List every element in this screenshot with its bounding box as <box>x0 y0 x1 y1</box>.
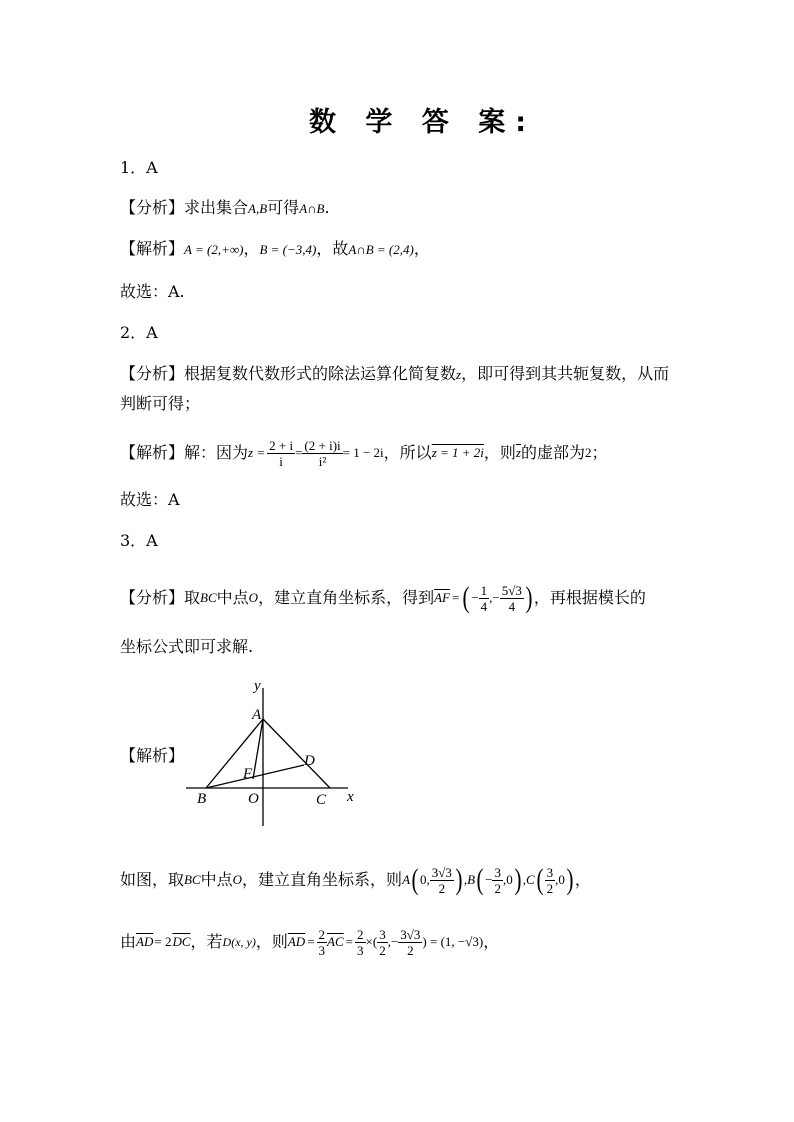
fraction: $\frac{2}{3}$ <box>318 926 326 958</box>
solution-tag: 【解析】 <box>120 239 185 258</box>
q2-solution: 【解析】 解：因为 z = $\frac{2 + i}{i}$ = $\frac{(2 + i)i}{\text{i²}}$ = 1 − 2i ，所以 z = 1 + 2i ，则 $\overline{z}$ 的虚部为 2 ； <box>120 437 608 469</box>
q3-number: 3．A <box>120 531 158 550</box>
q3-solution-line-b: 由 $\overline{AD}$ = 2 $\overline{DC}$ ，若 D(x, y) ，则 $\overline{AD}$ = $\frac{2}{3}$ $\overline{AC}$ = $\frac{2}{3}$ ×( $\frac{3}{2}$ ,− $\frac{3√3}{2}$ ) = (1, −√3) ， <box>120 926 500 958</box>
fraction: $\frac{1}{4}$ <box>480 582 488 614</box>
q3-solution-tag: 【解析】 <box>120 746 185 765</box>
analysis-tag: 【分析】 <box>120 198 185 217</box>
label-b: B <box>197 791 207 807</box>
q2-choice: 故选：A <box>120 490 180 509</box>
q2-analysis-line1: 【分析】根据复数代数形式的除法运算化简复数z，即可得到其共轭复数，从而 <box>120 364 670 383</box>
label-x: x <box>347 789 354 805</box>
q1-solution: 【解析】A = (2,+∞)，B = (−3,4)，故A∩B = (2,4)， <box>120 239 430 258</box>
page-title: 数 学 答 案: <box>309 107 536 138</box>
label-c: C <box>316 792 327 808</box>
fraction: $\frac{5√3}{4}$ <box>501 582 522 614</box>
label-y: y <box>254 678 261 694</box>
q1-choice: 故选：A. <box>120 282 185 301</box>
q1-analysis: 【分析】求出集合A,B可得A∩B. <box>120 198 330 217</box>
label-a: A <box>252 707 262 723</box>
label-o: O <box>248 791 259 807</box>
q3-analysis-line1: 【分析】 取 BC 中点 O ，建立直角坐标系，得到 $\overline{AF}$ = ( − $\frac{1}{4}$ ,− $\frac{5√3}{4}$ ) ，再根据模长的 <box>120 581 646 614</box>
segment-af <box>253 719 263 779</box>
q2-analysis-line2: 判断可得； <box>120 394 201 413</box>
fraction: $\frac{2}{3}$ <box>357 926 364 958</box>
fraction: $\frac{2 + i}{i}$ <box>269 437 294 469</box>
label-d: D <box>304 753 315 769</box>
fraction: $\frac{3√3}{2}$ <box>431 864 452 896</box>
q3-analysis-line2: 坐标公式即可求解. <box>120 637 254 656</box>
label-f: F <box>243 766 253 782</box>
fraction: $\frac{3√3}{2}$ <box>400 926 421 958</box>
fraction: $\frac{(2 + i)i}{\text{i²}}$ <box>304 437 341 469</box>
triangle-diagram <box>180 676 370 831</box>
q1-number: 1．A <box>120 158 158 177</box>
fraction: $\frac{3}{2}$ <box>546 864 554 896</box>
fraction: $\frac{3}{2}$ <box>379 926 386 958</box>
side-ac <box>263 719 330 788</box>
side-ab <box>206 719 263 788</box>
q3-solution-line-a: 如图，取 BC 中点 O ，建立直角坐标系，则 A ( 0, $\frac{3√3}{2}$ ) , B ( − $\frac{3}{2}$ ,0 ) , C ( $\frac{3}{2}$ ,0 ) ， <box>120 863 591 896</box>
fraction: $\frac{3}{2}$ <box>494 864 501 896</box>
q2-number: 2．A <box>120 323 158 342</box>
